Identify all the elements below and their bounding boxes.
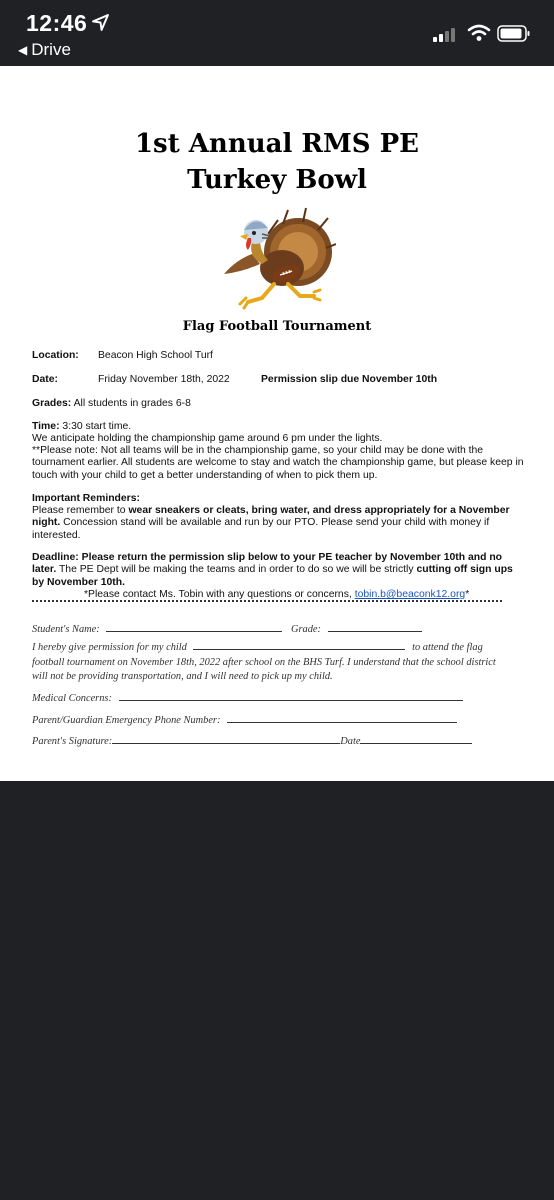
football-turkey-illustration (218, 204, 336, 314)
date-value: Friday November 18th, 2022 (98, 374, 230, 385)
back-to-drive-button[interactable] (18, 40, 71, 60)
contact-text: *Please contact Ms. Tobin with any questions or concerns, (84, 589, 355, 600)
flyer-title-line2: Turkey Bowl (187, 165, 367, 195)
medical-field[interactable] (119, 691, 463, 701)
grades-value: All students in grades 6-8 (73, 398, 191, 409)
reminders-text-end: Concession stand will be available and run by our PTO. Please send your child with money if interested. (32, 517, 490, 541)
signature-field[interactable] (112, 734, 340, 744)
status-time: 12:46 (26, 10, 88, 36)
status-bar (0, 0, 554, 66)
student-name-label: Student's Name: (32, 624, 100, 635)
time-line (32, 421, 131, 433)
phone-label: Parent/Guardian Emergency Phone Number: (32, 715, 221, 726)
signal-icon (433, 26, 457, 42)
signature-date-label: Date (340, 736, 361, 747)
back-label: Drive (31, 40, 71, 59)
reminders-heading: Important Reminders: (32, 493, 140, 504)
empty-viewer-area (0, 781, 554, 1200)
signature-label: Parent's Signature: (32, 736, 113, 747)
phone-field[interactable] (227, 713, 457, 723)
flyer-subtitle: Flag Football Tournament (182, 319, 372, 334)
deadline-paragraph (32, 552, 526, 589)
permission-line (32, 640, 483, 653)
location-value: Beacon High School Turf (98, 350, 213, 361)
document-page[interactable] (0, 66, 554, 781)
location-arrow-icon (92, 14, 109, 31)
signature-line (32, 734, 472, 747)
permission-text-end: to attend the flag (412, 642, 483, 653)
flyer-title: 1st Annual RMS PE (134, 129, 420, 159)
permission-line-3: will not be providing transportation, and I will need to pick up my child. (32, 671, 333, 682)
deadline-bold-text: Deadline: Please return the permission slip below to your PE teacher by November 10th and no later. (32, 552, 503, 576)
grades-label: Grades: (32, 398, 72, 409)
wifi-icon (467, 24, 491, 42)
date-label: Date: (32, 374, 58, 385)
contact-email-link[interactable]: tobin.b@beaconk12.org (354, 589, 466, 600)
reminders-bold-text: wear sneakers or cleats, bring water, and dress appropriately for a November night. (32, 505, 510, 529)
medical-line (32, 691, 463, 704)
grade-field[interactable] (328, 622, 422, 632)
phone-line (32, 713, 457, 726)
grade-label: Grade: (290, 624, 321, 635)
reminders-paragraph (32, 505, 526, 542)
signature-date-field[interactable] (360, 734, 472, 744)
contact-end: * (465, 589, 470, 600)
cut-line-divider (32, 600, 502, 603)
time-value: 3:30 start time. (62, 421, 132, 432)
location-label: Location: (32, 350, 79, 361)
student-name-line (32, 622, 422, 635)
championship-time-text: We anticipate holding the championship game around 6 pm under the lights. (32, 433, 383, 444)
student-name-field[interactable] (106, 622, 282, 632)
grades-line (32, 398, 191, 410)
time-label: Time: (32, 421, 60, 432)
child-name-field[interactable] (193, 640, 405, 650)
deadline-text: The PE Dept will be making the teams and in order to do so we will be strictly (56, 564, 417, 576)
permission-line-2: football tournament on November 18th, 2022 after school on the BHS Turf. I understand that the school district (32, 657, 496, 668)
medical-label: Medical Concerns: (32, 693, 112, 704)
permission-due-note: Permission slip due November 10th (261, 374, 438, 385)
back-triangle-icon: ◀ (18, 43, 28, 57)
time-note-paragraph: **Please note: Not all teams will be in the championship game, so your child may be done with the tournament earlier. All students are welcome to stay and watch the championship game, but please keep in touch with your child to get a better understanding of when to pick them up. (32, 445, 524, 481)
reminders-text: Please remember to (32, 505, 129, 516)
battery-icon (497, 25, 531, 42)
permission-text: I hereby give permission for my child (32, 642, 187, 653)
deadline-cutoff-text: cutting off sign ups by November 10th. (32, 564, 513, 588)
